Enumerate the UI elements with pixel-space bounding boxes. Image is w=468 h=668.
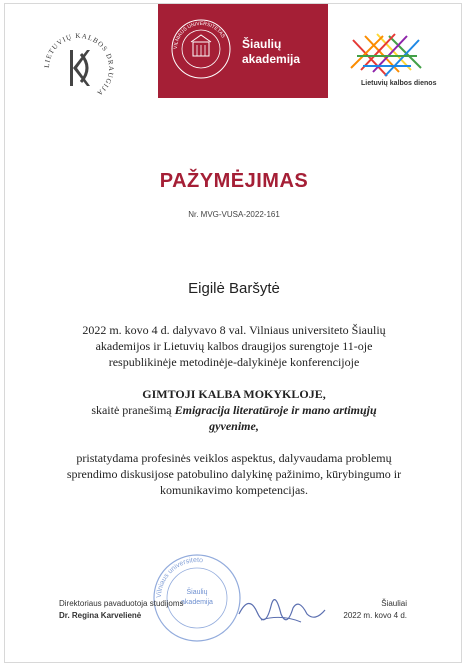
paragraph1-line: 2022 m. kovo 4 d. dalyvavo 8 val. Vilniaus universiteto Šiaulių [82, 323, 386, 337]
university-seal-icon [170, 18, 232, 80]
presentation-line [25, 402, 443, 418]
paragraph1-line: respublikinėje metodinėje-dalykinėje konferencijoje [108, 355, 360, 369]
signer-role: Direktoriaus pavaduotoja studijoms [59, 599, 184, 608]
competencies-paragraph [25, 450, 443, 498]
akademija-name-line2: akademija [242, 52, 301, 66]
issue-date: 2022 m. kovo 4 d. [343, 611, 407, 620]
lkd-logo [41, 30, 117, 106]
issue-place: Šiauliai [381, 599, 407, 608]
stamp-ring-text: Vilniaus universiteto [155, 556, 204, 599]
paragraph1-line: akademijos ir Lietuvių kalbos draugijos surengtoje 11-oje [95, 339, 373, 353]
recipient-name: Eigilė Baršytė [188, 280, 280, 297]
lkd-ring-text: LIETUVIŲ KALBOS DRAUGIJA [42, 31, 116, 98]
stamp-center-line2: akademija [181, 599, 213, 606]
certificate-number: Nr. MVG-VUSA-2022-161 [188, 210, 280, 219]
lkd-caption: Lietuvių kalbos dienos [361, 80, 437, 87]
participation-paragraph [25, 322, 443, 370]
certificate-title: PAŽYMĖJIMAS [159, 170, 309, 192]
handwritten-signature [231, 584, 331, 634]
conference-name: GIMTOJI KALBA MOKYKLOJE, [142, 387, 326, 401]
presentation-prefix: skaitė pranešimą [91, 403, 175, 417]
presentation-topic-continued: gyvenime, [209, 419, 259, 433]
seal-ring-text: VILNIAUS UNIVERSITETAS [172, 20, 226, 50]
signer-name: Dr. Regina Karvelienė [59, 611, 142, 620]
certificate-page [4, 3, 462, 663]
paragraph3-line: komunikavimo kompetencijas. [160, 483, 308, 497]
presentation-topic: Emigracija literatūroje ir mano artimųjų [174, 403, 377, 417]
akademija-name-line1: Šiaulių [242, 37, 282, 51]
akademija-name [242, 37, 300, 67]
siauliu-akademija-logo [158, 4, 328, 98]
presentation-paragraph [25, 402, 443, 434]
official-stamp [151, 552, 243, 644]
paragraph3-line: pristatydama profesinės veiklos aspektus, dalyvaudama problemų [76, 451, 392, 465]
stamp-center-line1: Šiaulių [186, 589, 208, 596]
lietuviu-kalbos-dienos-logo [335, 32, 441, 104]
colorful-lattice-icon [335, 32, 441, 104]
paragraph3-line: sprendimo diskusijose patobulino dalykinę pažinimo, kūrybingumo ir [66, 467, 402, 481]
